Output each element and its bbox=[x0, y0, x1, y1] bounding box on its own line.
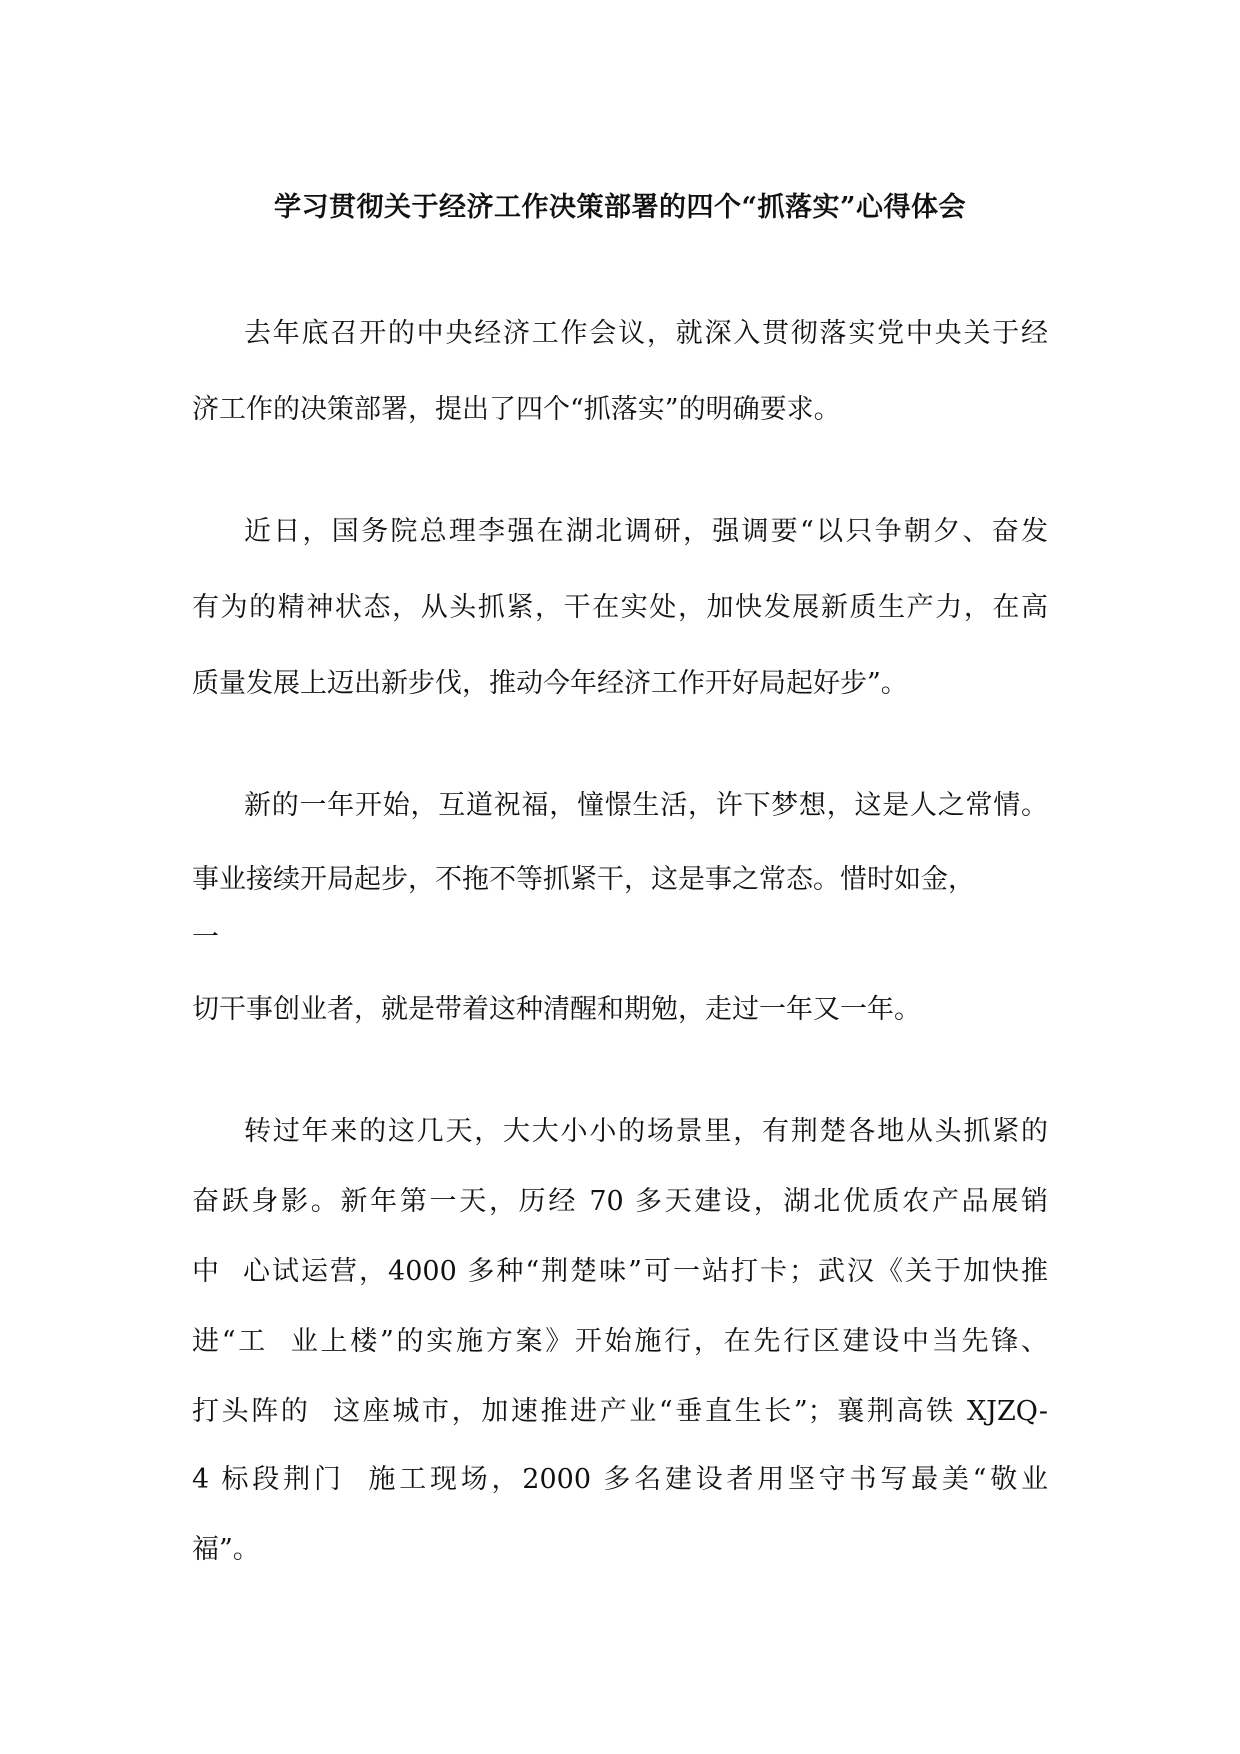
text-line: 转过年来的这几天，大大小小的场景里，有荆楚各地从头抓紧的 bbox=[244, 1116, 1048, 1147]
text-fragment: 4 标段荆门 bbox=[192, 1464, 345, 1495]
text-fragment: 这座城市，加速推进产业“垂直生长”；襄荆高铁 XJZQ- bbox=[330, 1396, 1048, 1427]
text-fragment: 打头阵的 bbox=[192, 1396, 311, 1427]
text-line: 近日，国务院总理李强在湖北调研，强调要“以只争朝夕、奋发 bbox=[244, 516, 1048, 547]
text-fragment: 心试运营，4000 多种“荆楚味”可一站打卡；武汉《关于加快推 bbox=[241, 1256, 1049, 1287]
text-line: 去年底召开的中央经济工作会议，就深入贯彻落实党中央关于经 bbox=[244, 318, 1048, 349]
document-title: 学习贯彻关于经济工作决策部署的四个“抓落实”心得体会 bbox=[273, 192, 967, 223]
text-line: 事业接续开局起步，不拖不等抓紧干，这是事之常态。惜时如金， bbox=[192, 864, 975, 895]
text-line bbox=[192, 1460, 1048, 1500]
text-fragment: 施工现场，2000 多名建设者用坚守书写最美“敬业 bbox=[364, 1464, 1048, 1495]
text-line: 质量发展上迈出新步伐，推动今年经济工作开好局起好步”。 bbox=[192, 668, 908, 699]
text-fragment: 中 bbox=[192, 1256, 222, 1287]
text-line bbox=[192, 1392, 1048, 1432]
text-line: 福”。 bbox=[192, 1534, 260, 1565]
text-line: 切干事创业者，就是带着这种清醒和期勉，走过一年又一年。 bbox=[192, 994, 921, 1025]
text-line bbox=[192, 1252, 1048, 1292]
text-line: 济工作的决策部署，提出了四个“抓落实”的明确要求。 bbox=[192, 394, 841, 425]
text-fragment: 业上楼”的实施方案》开始施行，在先行区建设中当先锋、 bbox=[288, 1326, 1048, 1357]
text-line: 有为的精神状态，从头抓紧，干在实处，加快发展新质生产力，在高 bbox=[192, 592, 1048, 623]
text-fragment: 进“工 bbox=[192, 1326, 269, 1357]
text-line bbox=[192, 1322, 1048, 1362]
text-line: 一 bbox=[192, 922, 219, 953]
text-line: 新的一年开始，互道祝福，憧憬生活，许下梦想，这是人之常情。 bbox=[244, 790, 1048, 821]
text-line: 奋跃身影。新年第一天，历经 70 多天建设，湖北优质农产品展销 bbox=[192, 1186, 1048, 1217]
